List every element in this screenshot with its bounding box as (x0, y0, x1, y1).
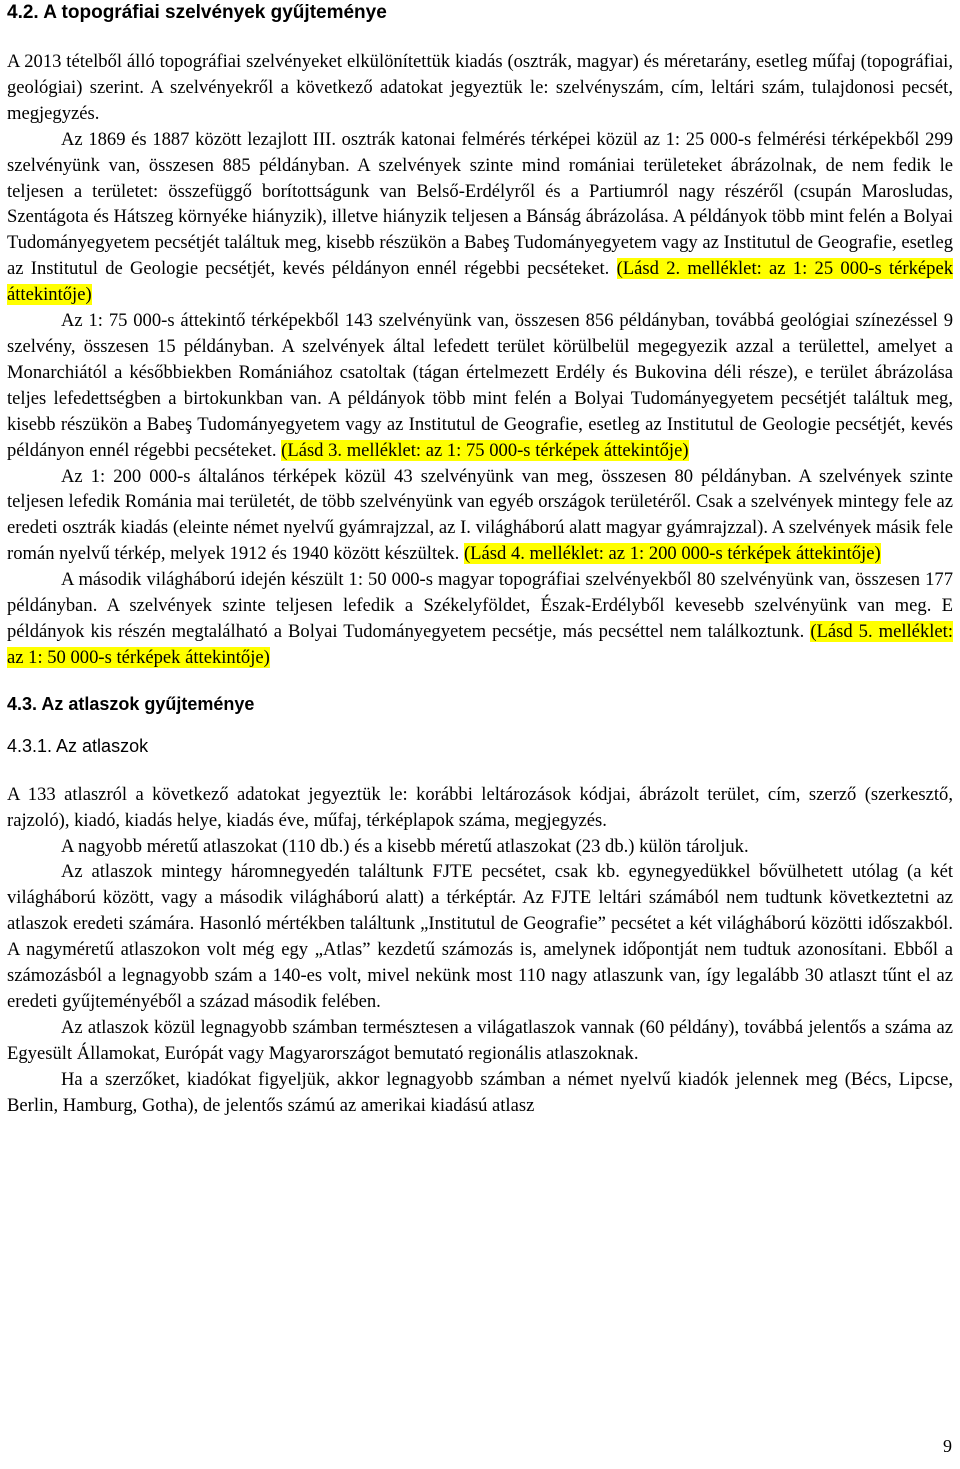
section-heading-4-3-1: 4.3.1. Az atlaszok (7, 735, 149, 756)
paragraph-4-2-1: A 2013 tételből álló topográfiai szelvényeket elkülönítettük kiadás (osztrák, magyar) és méretarány, esetleg műfaj (topográfiai, geológiai) szerint. A szelvényekről a következő adatokat jegyeztük le: szelvényszám, cím, leltári szám, tulajdonosi pecsét, megjegyzés. (7, 51, 953, 124)
paragraph-text: A második világháború idején készült 1: 50 000-s magyar topográfiai szelvényekből 80 szelvényünk van, összesen 177 példányban. A szelvények szinte teljesen lefedik a Székelyföldet, Észak-Erdélyből kevesebb szelvényünk van meg. E példányok kis részén megtalálható a Bolyai Tudományegyetem pecsétje, más pecséttel nem találkoztunk. (7, 569, 953, 642)
appendix-reference-4: (Lásd 4. melléklet: az 1: 200 000-s térképek áttekintője) (463, 543, 881, 565)
paragraph-4-2-2 (7, 127, 953, 308)
paragraph-4-2-4 (7, 464, 953, 568)
appendix-reference-5: (Lásd 5. melléklet: az 1: 50 000-s térképek áttekintője) (7, 620, 953, 668)
section-heading-4-3: 4.3. Az atlaszok gyűjteménye (7, 693, 255, 714)
page-number: 9 (943, 1436, 952, 1456)
paragraph-4-3-1: A 133 atlaszról a következő adatokat jegyeztük le: korábbi leltározások kódjai, ábrázolt terület, cím, szerző (szerkesztő, rajzoló), kiadó, kiadás helye, kiadás éve, műfaj, térképlapok száma, megjegyzés. (7, 783, 953, 831)
paragraph-text: Az 1: 200 000-s általános térképek közül 43 szelvényünk van meg, összesen 80 példányban. A szelvények szinte teljesen lefedik Románia mai területét, de több szelvényünk van egyéb országok területéről. Csak a szelvények mintegy fele az eredeti osztrák kiadás (eleinte német nyelvű gyámrajzzal, az I. világháború alatt magyar gyámrajzzal). A szelvények másik fele román nyelvű térkép, melyek 1912 és 1940 között készültek. (7, 465, 953, 565)
paragraph-text: Az 1869 és 1887 között lezajlott III. osztrák katonai felmérés térképei közül az 1: 25 000-s felmérési térképekből 299 szelvényünk van, összesen 885 példányban. A szelvények szinte mind romániai területeket ábrázolnak, de nem fedik le teljesen a területet: összefüggő borítottságunk van Belső-Erdélyről és a Partiumról nagy részéről (csupán Marosludas, Szentágota és Hátszeg környéke hiányzik), illetve hiányzik teljesen a Bánság ábrázolása. A példányok több mint felén a Bolyai Tudományegyetem pecsétjét találtuk meg, kisebb részükön a Babeş Tudományegyetem vagy az Institutul de Geografie, esetleg az Institutul de Geologie pecsétjét, kevés példányon ennél régebbi pecséteket. (7, 128, 953, 280)
paragraph-4-3-2: A nagyobb méretű atlaszokat (110 db.) és a kisebb méretű atlaszokat (23 db.) külön tároljuk. (61, 835, 749, 857)
paragraph-4-3-3: Az atlaszok mintegy háromnegyedén találtunk FJTE pecsétet, csak kb. egynegyedükkel bővülhetett utólag (a két világháború között, vagy a második világháború alatt) a térképtár. Az FJTE leltári számából nem tudtunk következtetni az atlaszok eredeti számára. Hasonló mértékben találtunk „Institutul de Geografie” pecsétet a két világháború közötti időszakból. A nagyméretű atlaszokon volt még egy „Atlas” kezdetű számozás is, amelynek időpontját nem tudtuk azonosítani. Ebből a számozásból a legnagyobb szám a 140-es volt, mivel nekünk most 110 nagy atlaszunk van, így legalább 30 atlaszt tűnt el az eredeti gyűjteményéből a század második felében. (7, 861, 953, 1012)
paragraph-4-3-5: Ha a szerzőket, kiadókat figyeljük, akkor legnagyobb számban a német nyelvű kiadók jelennek meg (Bécs, Lipcse, Berlin, Hamburg, Gotha), de jelentős számú az amerikai kiadású atlasz (7, 1068, 953, 1116)
paragraph-text: Az 1: 75 000-s áttekintő térképekből 143 szelvényünk van, összesen 856 példányban, továbbá geológiai színezéssel 9 szelvény, összesen 15 példányban. A szelvények által lefedett terület körülbelül megegyezik azzal a területtel, amelyet a Monarchiától a későbbiekben Romániához csatoltak (tágan értelmezett Erdély és Bukovina déli része), e terület ábrázolása teljes lefedettségben a birtokunkban van. A példányok több mint felén a Bolyai Tudományegyetem pecsétjét találtuk meg, kisebb részükön a Babeş Tudományegyetem vagy az Institutul de Geografie, esetleg az Institutul de Geologie pecsétjét, kevés példányon ennél régebbi pecséteket. (7, 310, 953, 461)
document-page (7, 0, 953, 1119)
paragraph-4-2-3 (7, 308, 953, 463)
paragraph-4-2-5 (7, 567, 953, 671)
appendix-reference-3: (Lásd 3. melléklet: az 1: 75 000-s térképek áttekintője) (281, 439, 689, 461)
section-heading-4-2: 4.2. A topográfiai szelvények gyűjteménye (7, 2, 387, 23)
appendix-reference-2: (Lásd 2. melléklet: az 1: 25 000-s térképek áttekintője) (7, 258, 953, 306)
paragraph-4-3-4: Az atlaszok közül legnagyobb számban természtesen a világatlaszok vannak (60 példány), továbbá jelentős a száma az Egyesült Államokat, Európát vagy Magyarországot bemutató regionális atlaszoknak. (7, 1016, 953, 1064)
